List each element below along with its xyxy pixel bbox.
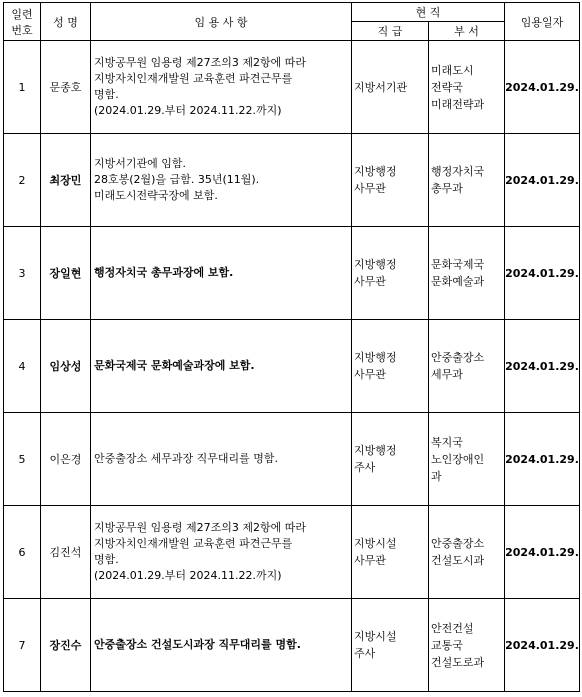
department-line: 교통국 <box>431 638 463 652</box>
rank-line: 주사 <box>354 647 376 660</box>
name-cell: 문종호 <box>41 41 91 134</box>
department-line: 총무과 <box>431 182 463 195</box>
appointment-matter-line: 명함. <box>94 88 119 101</box>
appointment-table <box>3 2 580 692</box>
appointment-matter-line: 안중출장소 건설도시과장 직무대리를 명함. <box>94 638 301 651</box>
header-rank: 직 급 <box>352 22 429 41</box>
serial-number-cell: 6 <box>4 506 41 599</box>
department-line: 세무과 <box>431 368 463 381</box>
department-cell <box>429 413 505 506</box>
appointment-matter-cell <box>91 599 352 692</box>
appointment-matter-cell <box>91 41 352 134</box>
appointment-matter-line: 지방공무원 임용령 제27조의3 제2항에 따라 <box>94 56 306 69</box>
department-cell <box>429 599 505 692</box>
appointment-date-cell: 2024.01.29. <box>505 599 580 692</box>
appointment-date-cell: 2024.01.29. <box>505 413 580 506</box>
rank-cell <box>352 134 429 227</box>
header-serial-number: 일련 번호 <box>4 3 41 41</box>
rank-line: 사무관 <box>354 182 386 195</box>
appointment-matter-line: (2024.01.29.부터 2024.11.22.까지) <box>94 104 282 117</box>
name-cell: 최장민 <box>41 134 91 227</box>
header-current-position: 현 직 <box>352 3 505 22</box>
appointment-matter-line: 행정자치국 총무과장에 보함. <box>94 266 234 279</box>
appointment-matter-line: (2024.01.29.부터 2024.11.22.까지) <box>94 569 282 582</box>
header-appointment-date: 임용일자 <box>505 3 580 41</box>
appointment-matter-line: 지방공무원 임용령 제27조의3 제2항에 따라 <box>94 521 306 534</box>
rank-line: 주사 <box>354 461 376 474</box>
department-line: 행정자치국 <box>431 165 485 178</box>
table-row <box>4 506 580 599</box>
table-row <box>4 599 580 692</box>
appointment-matter-line: 지방서기관에 임함. <box>94 157 187 170</box>
appointment-date-cell: 2024.01.29. <box>505 320 580 413</box>
serial-number-cell: 3 <box>4 227 41 320</box>
appointment-matter-line: 지방자치인재개발원 교육훈련 파견근무를 <box>94 537 293 550</box>
appointment-date-cell: 2024.01.29. <box>505 506 580 599</box>
department-line: 미래전략과 <box>431 97 485 111</box>
serial-number-cell: 5 <box>4 413 41 506</box>
header-name: 성 명 <box>41 3 91 41</box>
rank-line: 사무관 <box>354 275 386 288</box>
department-line: 안전건설 <box>431 621 474 635</box>
rank-cell <box>352 599 429 692</box>
rank-line: 지방행정 <box>354 258 397 271</box>
rank-line: 지방행정 <box>354 444 397 457</box>
department-cell <box>429 227 505 320</box>
rank-cell <box>352 413 429 506</box>
department-line: 미래도시 <box>431 63 474 77</box>
department-cell <box>429 134 505 227</box>
rank-line: 지방시설 <box>354 630 397 643</box>
table-row <box>4 413 580 506</box>
rank-cell <box>352 320 429 413</box>
department-line: 건설도시과 <box>431 554 485 567</box>
department-line: 노인장애인 <box>431 452 485 466</box>
table-row <box>4 41 580 134</box>
appointment-matter-cell <box>91 320 352 413</box>
appointment-matter-cell <box>91 227 352 320</box>
appointment-matter-line: 안중출장소 세무과장 직무대리를 명함. <box>94 452 279 465</box>
name-cell: 김진석 <box>41 506 91 599</box>
department-cell <box>429 320 505 413</box>
department-line: 문화예술과 <box>431 275 485 288</box>
table-row <box>4 227 580 320</box>
appointment-matter-cell <box>91 134 352 227</box>
name-cell: 이은경 <box>41 413 91 506</box>
rank-line: 지방시설 <box>354 537 397 550</box>
appointment-matter-cell <box>91 413 352 506</box>
appointment-date-cell: 2024.01.29. <box>505 227 580 320</box>
department-line: 과 <box>431 469 442 483</box>
department-cell <box>429 41 505 134</box>
header-appointment-matter: 임 용 사 항 <box>91 3 352 41</box>
appointment-matter-line: 28호봉(2월)을 급함. 35년(11월). <box>94 173 260 186</box>
table-row <box>4 134 580 227</box>
serial-number-cell: 4 <box>4 320 41 413</box>
department-line: 복지국 <box>431 435 463 449</box>
department-line: 문화국제국 <box>431 258 485 271</box>
department-line: 건설도로과 <box>431 655 485 669</box>
name-cell: 장진수 <box>41 599 91 692</box>
rank-cell <box>352 506 429 599</box>
department-cell <box>429 506 505 599</box>
header-department: 부 서 <box>429 22 505 41</box>
rank-line: 사무관 <box>354 368 386 381</box>
name-cell: 임상성 <box>41 320 91 413</box>
appointment-matter-cell <box>91 506 352 599</box>
department-line: 안중출장소 <box>431 351 485 364</box>
serial-number-cell: 2 <box>4 134 41 227</box>
serial-number-cell: 7 <box>4 599 41 692</box>
appointment-date-cell: 2024.01.29. <box>505 41 580 134</box>
rank-line: 지방행정 <box>354 165 397 178</box>
serial-number-cell: 1 <box>4 41 41 134</box>
department-line: 안중출장소 <box>431 537 485 550</box>
rank-line: 지방서기관 <box>354 80 408 94</box>
appointment-matter-line: 문화국제국 문화예술과장에 보함. <box>94 359 255 372</box>
appointment-matter-line: 지방자치인재개발원 교육훈련 파견근무를 <box>94 72 293 85</box>
rank-line: 지방행정 <box>354 351 397 364</box>
rank-cell <box>352 41 429 134</box>
appointment-matter-line: 미래도시전략국장에 보함. <box>94 189 218 202</box>
appointment-date-cell: 2024.01.29. <box>505 134 580 227</box>
department-line: 전략국 <box>431 80 463 94</box>
table-row <box>4 320 580 413</box>
rank-line: 사무관 <box>354 554 386 567</box>
rank-cell <box>352 227 429 320</box>
name-cell: 장일현 <box>41 227 91 320</box>
appointment-matter-line: 명함. <box>94 553 119 566</box>
